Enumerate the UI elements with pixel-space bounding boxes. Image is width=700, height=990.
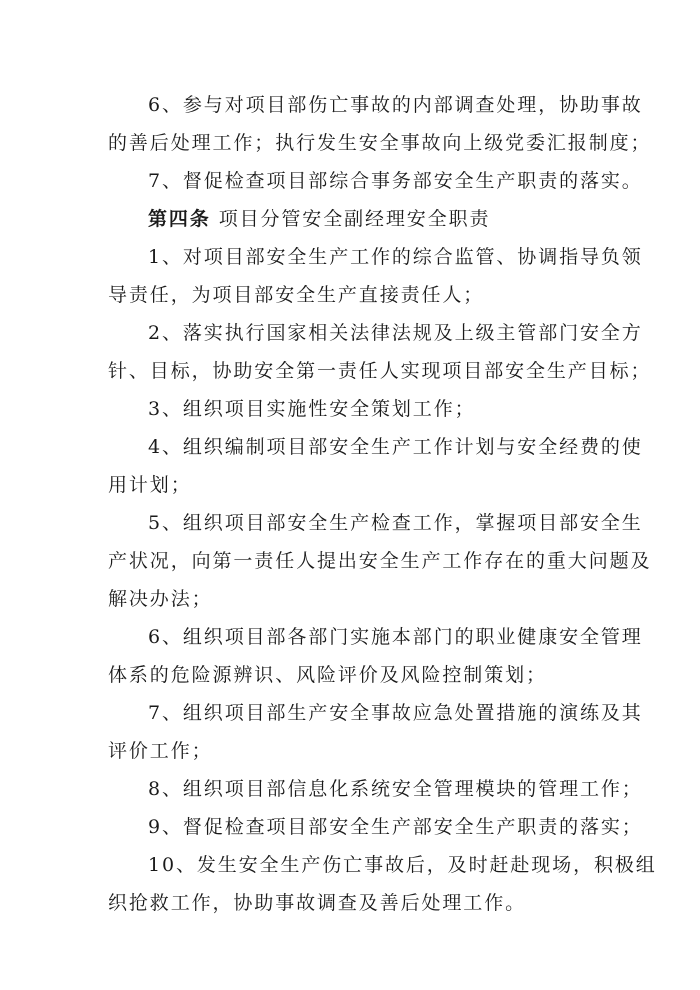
list-item bbox=[108, 428, 643, 504]
paragraph-line: 针、目标，协助安全第一责任人实现项目部安全生产目标； bbox=[108, 360, 652, 382]
article-label: 第四条 bbox=[148, 208, 211, 230]
list-item bbox=[108, 618, 643, 694]
list-item bbox=[108, 86, 652, 162]
paragraph-line: 织抢救工作，协助事故调查及善后处理工作。 bbox=[108, 892, 527, 914]
paragraph-line: 2、落实执行国家相关法律法规及上级主管部门安全方 bbox=[148, 322, 643, 344]
list-item bbox=[108, 694, 643, 770]
paragraph-line: 的善后处理工作；执行发生安全事故向上级党委汇报制度； bbox=[108, 132, 652, 154]
paragraph-line: 10、发生安全生产伤亡事故后，及时赶赴现场，积极组 bbox=[148, 854, 657, 876]
list-item bbox=[108, 808, 643, 846]
paragraph-line: 3、组织项目实施性安全策划工作； bbox=[148, 398, 476, 420]
paragraph-line: 5、组织项目部安全生产检查工作，掌握项目部安全生 bbox=[148, 512, 643, 534]
paragraph-line: 6、参与对项目部伤亡事故的内部调查处理，协助事故 bbox=[148, 94, 643, 116]
list-item bbox=[108, 238, 643, 314]
article-heading bbox=[108, 200, 594, 238]
paragraph-line: 8、组织项目部信息化系统安全管理模块的管理工作； bbox=[148, 778, 643, 800]
list-item bbox=[108, 314, 652, 390]
paragraph-line: 4、组织编制项目部安全生产工作计划与安全经费的使 bbox=[148, 436, 643, 458]
list-item bbox=[108, 846, 657, 922]
paragraph-line: 导责任，为项目部安全生产直接责任人； bbox=[108, 284, 485, 306]
paragraph-line: 6、组织项目部各部门实施本部门的职业健康安全管理 bbox=[148, 626, 643, 648]
paragraph-line: 体系的危险源辨识、风险评价及风险控制策划； bbox=[108, 664, 547, 686]
list-item bbox=[108, 390, 594, 428]
paragraph-line: 7、督促检查项目部综合事务部安全生产职责的落实。 bbox=[148, 170, 643, 192]
paragraph-line: 用计划； bbox=[108, 474, 192, 496]
paragraph-line: 7、组织项目部生产安全事故应急处置措施的演练及其 bbox=[148, 702, 643, 724]
paragraph-line: 产状况，向第一责任人提出安全生产工作存在的重大问题及 bbox=[108, 550, 652, 572]
paragraph-line: 1、对项目部安全生产工作的综合监管、协调指导负领 bbox=[148, 246, 643, 268]
list-item bbox=[108, 162, 643, 200]
paragraph-line: 评价工作； bbox=[108, 740, 213, 762]
list-item bbox=[108, 770, 643, 808]
article-title: 项目分管安全副经理安全职责 bbox=[218, 208, 491, 230]
paragraph-line: 解决办法； bbox=[108, 588, 213, 610]
list-item bbox=[108, 504, 652, 618]
paragraph-line: 9、督促检查项目部安全生产部安全生产职责的落实； bbox=[148, 816, 643, 838]
